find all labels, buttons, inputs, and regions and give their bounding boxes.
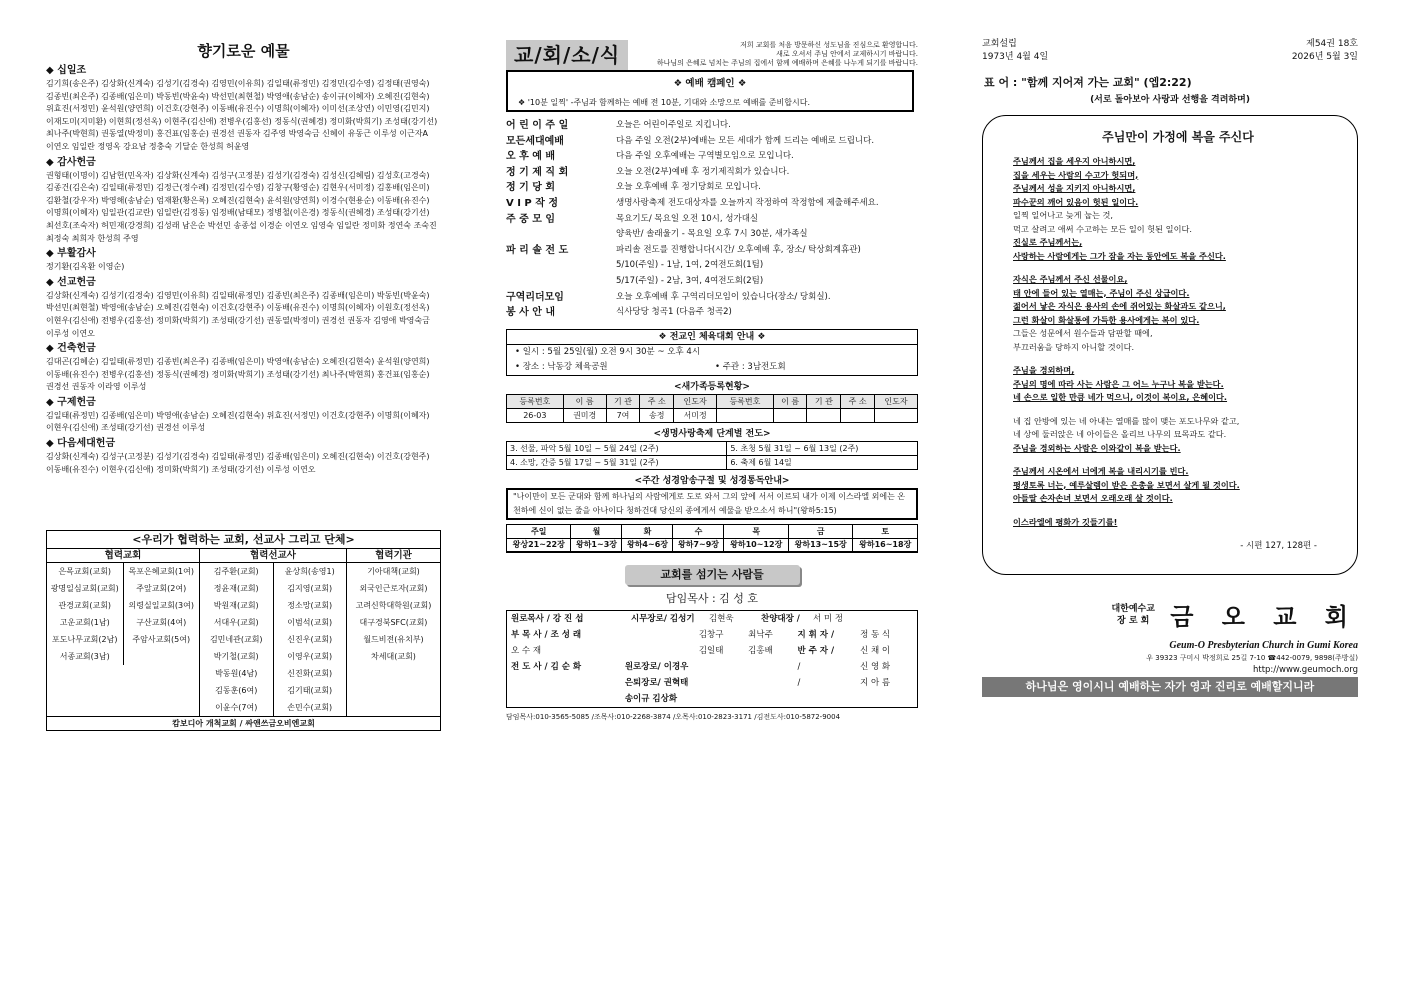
reading-table — [506, 524, 918, 554]
motto-sub: (서로 돌아보아 사랑과 선행을 격려하며) — [1090, 95, 1250, 105]
offering-section — [46, 437, 441, 476]
partner-item: 김지영(교회) — [287, 584, 333, 593]
scripture-line: 파수꾼의 깨어 있음이 헛된 일이다. — [1013, 196, 1139, 207]
staff-cell — [625, 627, 699, 643]
partner-item: 정윤재(교회) — [213, 584, 259, 593]
reading-day: 수 — [673, 524, 724, 538]
partner-item: 김기태(교회) — [287, 686, 333, 695]
offering-section-head: ◆ 건축헌금 — [46, 343, 96, 355]
reading-day: 목 — [724, 524, 788, 538]
news-item — [506, 305, 918, 321]
scripture-line: 네 집 안방에 있는 네 아내는 열매를 많이 맺는 포도나무와 같고, — [1013, 415, 1240, 426]
memory-verse: "나이만이 모든 군대와 함께 하나님의 사람에게로 도로 와서 그의 앞에 서서 이르되 내가 이제 이스라엘 외에는 온 천하에 신이 없는 줄을 아나이다 청하건대 당신의 종에게서 예물을 받으소서 하니"(왕하5:15) — [506, 488, 918, 520]
staff-cell: 시무장로/ 김성기 — [631, 614, 695, 625]
stage-3: 3. 선물, 파악 5월 10일 ~ 5월 24일 (2주) — [507, 441, 727, 455]
news-key — [506, 134, 616, 150]
partners-title: <우리가 협력하는 교회, 선교사 그리고 단체> — [47, 531, 440, 549]
newcomer-head-cell: 이 름 — [563, 394, 606, 408]
news-item — [506, 196, 918, 212]
partner-item: 기아대책(교회) — [367, 567, 420, 576]
offering-section-head: ◆ 십일조 — [46, 65, 87, 76]
scripture-line: 사랑하는 사람에게는 그가 잠을 자는 동안에도 복을 주신다. — [1013, 250, 1226, 261]
sports-host: • 주관 : 3남전도회 — [715, 361, 786, 372]
news-key-text: 파 리 솔 전 도 — [506, 244, 569, 256]
staff-cell: / — [797, 662, 801, 673]
reading-day: 주일 — [507, 524, 571, 538]
staff-row — [507, 611, 917, 627]
news-text: 목요기도/ 목요일 오전 10시, 성가대실 — [616, 213, 759, 224]
news-key-text: 정 기 당 회 — [506, 182, 556, 194]
phone-list: 담임목사:010-3565-5085 /조목사:010-2268-3874 /오목사:010-2823-3171 /김전도사:010-5872-9004 — [506, 713, 841, 722]
news-text: 파리솔 전도를 진행합니다(시간/ 오후예배 후, 장소/ 탁상회계휴관) — [616, 244, 861, 255]
staff-row — [507, 627, 917, 643]
partner-item: 신진화(교회) — [287, 669, 333, 678]
news-text: 오늘 오전(2부)예배 후 정기제직회가 있습니다. — [616, 166, 790, 177]
staff-cell: 원로장로/ 이경우 — [624, 662, 689, 673]
partner-item: 주앞교회(2여) — [136, 584, 187, 593]
welcome-line: 새로 오셔서 주님 안에서 교제하시기 바랍니다. — [776, 50, 918, 58]
scripture-line: 먹고 살려고 애써 수고하는 모든 일이 헛된 일이다. — [1013, 223, 1193, 234]
staff-cell: 신 채 이 — [860, 646, 891, 657]
stage-5: 5. 초청 5월 31일 ~ 6월 13일 (2주) — [727, 441, 918, 455]
news-key-text: 어 린 이 주 일 — [506, 120, 569, 131]
church-name: 금 오 교 회 — [1170, 603, 1358, 631]
news-text: 다음 주일 오전(2부)예배는 모든 세대가 함께 드리는 예배로 드립니다. — [616, 135, 875, 146]
scripture-line: 네 상에 둘러앉은 네 아이들은 올리브 나무의 묘목과도 같다. — [1013, 429, 1227, 439]
partner-item: 대구경북SFC(교회) — [359, 618, 428, 627]
partner-item: 차세대(교회) — [371, 652, 416, 661]
news-text: 5/17(주일) - 2남, 3여, 4여전도회(2팀) — [616, 275, 764, 286]
scripture-line: 평생토록 너는, 예루살렘이 받은 은총을 보면서 살게 될 것이다. — [1013, 479, 1240, 490]
welcome-note — [628, 40, 918, 68]
staff-cell: 김일태 — [698, 646, 724, 657]
newcomer-head-cell: 등록번호 — [507, 394, 564, 408]
news-value — [616, 134, 918, 150]
offering-section-head: ◆ 부활감사 — [46, 248, 96, 260]
staff-row — [507, 659, 917, 675]
scripture-line: 네 손으로 일한 만큼 네가 먹으니, 이것이 복이요, 은혜이다. — [1013, 392, 1228, 402]
scripture-ref: - 시편 127, 128편 - — [1240, 541, 1317, 551]
partner-item: 의령실일교회(3여) — [128, 601, 194, 610]
partner-churches — [47, 549, 200, 716]
staff-cell: 오 수 재 — [511, 646, 542, 657]
reading-cell: 왕하10~12장 — [724, 538, 788, 552]
campaign-title: ❖ 예배 캠페인 ❖ — [673, 78, 747, 89]
partner-item: 은목교회(교회) — [58, 567, 112, 576]
news-value — [616, 212, 918, 243]
staff-cell: 찬양대장 / — [761, 614, 800, 625]
partner-item: 김동훈(6여) — [215, 686, 258, 695]
staff-cell — [511, 675, 625, 707]
news-key — [506, 305, 616, 321]
scripture-stanza — [1013, 516, 1343, 530]
scripture-line: 주님께서 집을 세우지 아니하시면, — [1013, 156, 1136, 166]
partner-item: 구산교회(4여) — [136, 618, 187, 627]
scripture-title: 주님만이 가정에 복을 주신다 — [1102, 130, 1254, 144]
scripture-stanza — [1013, 155, 1343, 263]
motto: 표 어 : "함께 지어져 가는 교회" (엡2:22) — [984, 76, 1192, 89]
issue-date: 2026년 5월 3일 — [1291, 52, 1358, 62]
scripture-line: 주님을 경외하는 사람은 이와같이 복을 받는다. — [1013, 442, 1181, 453]
bottom-verse: 하나님은 영이시니 예배하는 자가 영과 진리로 예배할지니라 — [982, 677, 1358, 697]
partner-missionaries-head: 협력선교사 — [200, 549, 346, 563]
news-item — [506, 149, 918, 165]
news-banner: 교/회/소/식 — [506, 40, 628, 70]
news-text: 오늘 오후예배 후 정기당회로 모입니다. — [616, 182, 761, 193]
partner-item: 고운교회(1남) — [59, 618, 110, 627]
est-date: 1973년 4월 4일 — [982, 52, 1049, 62]
scripture-line: 아들딸 손자손녀 보면서 오래오래 살 것이다. — [1013, 493, 1173, 503]
church-address: 우 39323 구미시 박정희로 25길 7-10 ☎442-0079, 9898(주방실) — [1146, 654, 1358, 662]
offering-section — [46, 396, 441, 435]
news-value — [616, 165, 918, 181]
partner-churches-head: 협력교회 — [47, 549, 199, 563]
news-key — [506, 118, 616, 134]
partner-item: 이영우(교회) — [287, 652, 333, 661]
newcomer-head-cell: 인도자 — [674, 394, 717, 408]
staff-cell: 신 영 화 — [860, 662, 891, 673]
staff-cell: 은퇴장로/ 권혁태 송이규 김상화 — [624, 678, 689, 705]
news-value — [616, 118, 918, 134]
news-key — [506, 212, 616, 243]
volume: 제54권 18호 — [1306, 39, 1358, 49]
scripture-line: 젊어서 낳은 자식은 용사의 손에 쥐어있는 화살과도 같으니, — [1013, 301, 1226, 311]
partner-item: 외국인근로자(교회) — [359, 584, 428, 593]
staff-cell: / — [797, 678, 801, 689]
scripture-line: 주님께서 시온에서 너에게 복을 내리시기를 빈다. — [1013, 466, 1189, 476]
news-value — [616, 196, 918, 212]
reading-day: 월 — [571, 524, 622, 538]
est-label: 교회설립 — [982, 39, 1017, 49]
newcomer-head-cell: 기 관 — [606, 394, 640, 408]
partners-footer: 캄보디아 개척교회 / 싸앤쓰금오비엔교회 — [47, 716, 440, 730]
news-value — [616, 149, 918, 165]
sports-title: ❖ 전교인 체육대회 안내 ❖ — [507, 330, 917, 345]
partner-missionaries — [200, 549, 347, 716]
partner-item: 관경교회(교회) — [58, 601, 112, 610]
news-text: 생명사랑축제 전도대상자를 오늘까지 작정하여 작정함에 제출해주세요. — [616, 197, 879, 208]
partner-item: 신진우(교회) — [287, 635, 333, 644]
scripture-line: 이스라엘에 평화가 깃들기를! — [1013, 516, 1118, 527]
offering-section — [46, 156, 441, 246]
news-key-text: 모든세대예배 — [506, 135, 564, 147]
sports-date: • 일시 : 5월 25일(월) 오전 9시 30분 ~ 오후 4시 — [515, 346, 701, 357]
scripture-line: 일찍 일어나고 늦게 눕는 것, — [1013, 210, 1114, 220]
scripture-line: 부끄러움을 당하지 아니할 것이다. — [1013, 341, 1135, 352]
news-text: 양육반/ 솔래울기 - 목요일 오후 7시 30분, 새가족실 — [616, 229, 808, 240]
partner-item: 윤상희(송영1) — [284, 567, 335, 576]
newcomer-table — [506, 394, 918, 423]
staff-box — [506, 610, 918, 708]
staff-cell — [699, 659, 748, 675]
news-key — [506, 180, 616, 196]
newcomer-cell: 7여 — [606, 408, 640, 422]
reading-cell: 왕하16~18장 — [853, 538, 918, 552]
scripture-line: 태 안에 들어 있는 열매는, 주님이 주신 상급이다. — [1013, 287, 1190, 298]
scripture-line: 집을 세우는 사람의 수고가 헛되며, — [1013, 169, 1139, 180]
news-item — [506, 165, 918, 181]
scripture-line: 주님을 경외하며, — [1013, 365, 1075, 375]
staff-cell — [748, 659, 797, 675]
news-key-text: 주 중 모 임 — [506, 213, 556, 225]
scripture-line: 자식은 주님께서 주신 선물이요, — [1013, 274, 1128, 284]
stage-title: <생명사랑축제 단계별 전도> — [653, 428, 771, 439]
newcomer-cell — [773, 408, 807, 422]
offering-section-head: ◆ 다음세대헌금 — [46, 438, 116, 450]
cover-column — [982, 38, 1358, 697]
news-value — [616, 180, 918, 196]
news-text: 오늘 오후예배 후 구역리더모임이 있습니다(장소/ 당회실). — [616, 291, 831, 302]
scripture-line: 주님의 명에 따라 사는 사람은 그 어느 누구나 복을 받는다. — [1013, 378, 1224, 389]
scripture-box — [982, 115, 1358, 575]
partner-item: 서대우(교회) — [213, 618, 259, 627]
news-item — [506, 180, 918, 196]
staff-cell: 서 미 정 — [813, 614, 844, 625]
news-value — [616, 290, 918, 306]
newcomer-cell: 26-03 — [507, 408, 564, 422]
news-item — [506, 212, 918, 243]
newcomer-head-cell: 인도자 — [874, 394, 917, 408]
reading-cell: 왕하1~3장 — [571, 538, 622, 552]
partner-item: 김민네관(교회) — [209, 635, 263, 644]
newcomer-head-cell: 이 름 — [773, 394, 807, 408]
news-column — [506, 40, 918, 722]
offering-section — [46, 342, 441, 394]
partner-item: 고려신학대학원(교회) — [355, 601, 432, 610]
offering-section — [46, 276, 441, 340]
partner-item: 월드비전(유치부) — [363, 635, 424, 644]
newcomer-head-cell: 주 소 — [640, 394, 674, 408]
sports-box — [506, 329, 918, 376]
staff-cell — [748, 675, 797, 707]
newcomer-title: <새가족등록현황> — [674, 381, 750, 392]
news-key-text: 구역리더모임 — [506, 291, 564, 303]
partner-item: 손민수(교회) — [287, 703, 333, 712]
newcomer-head-cell: 주 소 — [841, 394, 875, 408]
partner-orgs — [347, 549, 440, 716]
bible-title: <주간 성경암송구절 및 성경통독안내> — [634, 475, 790, 486]
stage-4: 4. 소망, 간증 5월 17일 ~ 5월 31일 (2주) — [507, 455, 727, 469]
offering-section-head: ◆ 선교헌금 — [46, 276, 96, 288]
scripture-stanza — [1013, 465, 1343, 506]
scripture-line: 그들은 성문에서 원수들과 담판할 때에, — [1013, 328, 1153, 338]
offering-section-head: ◆ 구제헌금 — [46, 396, 96, 408]
news-text: 5/10(주일) - 1남, 1여, 2여전도회(1팀) — [616, 260, 764, 271]
partner-item: 이윤수(7여) — [215, 703, 258, 712]
scripture-line: 그런 화살이 화살통에 가득한 용사에게는 복이 있다. — [1013, 314, 1200, 325]
staff-cell: 원로목사 / 강 진 섭 — [511, 614, 584, 625]
partner-item: 주암사교회(5여) — [132, 635, 191, 644]
news-text: 오늘은 어린이주일로 지킵니다. — [616, 120, 731, 130]
partner-item: 박동원(4남) — [215, 669, 258, 678]
staff-cell: 지 아 름 — [860, 678, 891, 689]
offerings-title: 향기로운 예물 — [197, 42, 290, 60]
newcomer-head-cell: 등록번호 — [717, 394, 774, 408]
scripture-stanza — [1013, 415, 1343, 456]
news-key — [506, 165, 616, 181]
news-key — [506, 196, 616, 212]
stage-6: 6. 축제 6월 14일 — [727, 455, 918, 469]
offering-names: 김상화(신계숙) 김성기(김경숙) 김영민(이유희) 김일태(류정민) 김종빈(최은주) 김종배(임은미) 박동빈(박윤숙) 박선민(최현철) 박영애(송남순) 오혜진(김현숙) 이건호(강현주) 이동배(유진수) 이명희(이혜자) 이원호(정선옥) 이현우(김신애) 전병우(김홍선) 정미화(박희기) 조성태(강기선) 권동열(박정미) 권경선 권동자 김영애 박영숙금 이루성 이연오 — [46, 290, 430, 338]
newcomer-cell: 송정 — [640, 408, 674, 422]
news-text: 식사당당 청곡1 (다음주 청곡2) — [616, 307, 732, 318]
news-text: 다음 주일 오후예배는 구역별모임으로 모입니다. — [616, 151, 794, 162]
offering-sections — [46, 64, 441, 476]
reading-cell: 왕상21~22장 — [507, 538, 571, 552]
staff-cell: 김현욱 — [709, 614, 734, 625]
news-value — [616, 243, 918, 290]
partners-box — [46, 530, 441, 731]
newcomer-cell — [807, 408, 841, 422]
newcomer-cell — [841, 408, 875, 422]
reading-cell: 왕하7~9장 — [673, 538, 724, 552]
offering-names: 권형태(이명이) 김남헌(민옥자) 김상화(신계숙) 김성구(고정분) 김성기(김경숙) 김성신(김혜림) 김성호(고경숙) 김종건(김은숙) 김일태(류정민) 김정근(정수례) 김정민(김수영) 김창구(황영순) 김현우(서미정) 김홍배(임은미) 김환철(강우자) 박영해(송남순) 엄재환(황은록) 오혜진(김현숙) 윤석원(양연희) 이경수(현용순) 이동배(유진수) 이명희(이혜자) 임일관(김교란) 임일란(김정동) 임정배(남태모) 정병철(이은경) 정동식(권혜경) 조성태(강기선) 최선호(조숙자) 허민재(강경희) 김성래 남은순 박선민 송종섭 이경순 이연오 임영숙 임일란 정미화 정연숙 조숙진 최정숙 최희자 한성희 주영 — [46, 170, 437, 243]
newcomer-head-cell: 기 관 — [807, 394, 841, 408]
scripture-stanza — [1013, 364, 1343, 405]
partner-item: 박기철(교회) — [213, 652, 259, 661]
news-key-text: V I P 작 정 — [506, 197, 559, 209]
staff-cell — [699, 675, 748, 707]
news-item — [506, 118, 918, 134]
newcomer-cell: 서미정 — [674, 408, 717, 422]
news-key — [506, 149, 616, 165]
news-key — [506, 243, 616, 290]
scripture-stanza — [1013, 273, 1343, 354]
staff-row — [507, 643, 917, 659]
staff-cell: 반 주 자 / — [797, 646, 835, 657]
reading-day: 화 — [622, 524, 673, 538]
staff-cell — [625, 643, 699, 659]
reading-day: 금 — [788, 524, 852, 538]
staff-cell: 김홍배 — [748, 646, 773, 657]
welcome-line: 저희 교회를 처음 방문하신 성도님을 진심으로 환영합니다. — [740, 41, 918, 49]
reading-day: 토 — [853, 524, 918, 538]
news-value — [616, 305, 918, 321]
stage-table — [506, 441, 918, 470]
partner-item: 김주환(교회) — [213, 567, 259, 576]
staff-cell: 지 휘 자 / — [797, 630, 835, 641]
denomination: 대한예수교 장 로 회 — [1111, 603, 1155, 626]
partner-item: 포도나무교회(2남) — [52, 635, 118, 644]
offering-section — [46, 64, 441, 154]
staff-cell: 전 도 사 / 김 순 화 — [511, 662, 582, 673]
reading-cell: 왕하13~15장 — [788, 538, 852, 552]
offering-names: 정기환(김옥환 이영순) — [46, 262, 125, 272]
partner-item: 목포은혜교회(1여) — [128, 567, 194, 576]
offering-names: 김기희(송은주) 김상화(신계숙) 김성기(김경숙) 김영민(이유희) 김일태(류정민) 김정민(김수영) 김정태(권영숙) 김종빈(최은주) 김종배(임은미) 박동빈(박윤숙) 박선민(최현철) 박영애(송남순) 송이규(이혜자) 오혜진(김현숙) 위효진(서정민) 윤석원(양연희) 이건호(강현주) 이동배(유진수) 이명희(이혜자) 이미선(조상연) 이민영(김민지) 이재도미(지미환) 이현희(정선옥) 이현주(김신애) 전병우(김홍선) 정동식(권혜경) 정미화(박희기) 조성태(강기선) 최나주(박현희) 권동열(박정미) 홍건표(임홍순) 권경선 권동자 김주영 박영숙금 신혜이 유동근 이루성 이근자A 이연오 임일란 정영옥 강요남 정충숙 기달순 한성희 허윤영 — [46, 79, 438, 151]
offering-names: 김일태(류정민) 김종배(임은미) 박영애(송남순) 오혜진(김현숙) 위효진(서정민) 이건호(강현주) 이명희(이혜자) 이현우(김신애) 조성태(강기선) 권경선 이루성 — [46, 410, 430, 433]
partner-item: 정소망(교회) — [287, 601, 333, 610]
welcome-line: 하나님의 은혜로 넘치는 주님의 집에서 함께 예배하며 은혜를 나누게 되기를 바랍니다. — [656, 59, 918, 67]
campaign-text: ❖ '10분 일찍' -주님과 함께하는 예배 전 10분, 기대와 소망으로 예배를 준비합시다. — [518, 98, 810, 107]
staff-cell: 부 목 사 / 조 성 래 — [511, 630, 582, 641]
newcomer-cell — [874, 408, 917, 422]
serve-title: 교회를 섬기는 사람들 — [625, 565, 800, 585]
news-list — [506, 118, 918, 321]
church-english-name: Geum-O Presbyterian Church in Gumi Korea — [1169, 640, 1358, 651]
news-item — [506, 290, 918, 306]
newcomer-cell: 권미경 — [563, 408, 606, 422]
scripture-line: 진실로 주님께서는, — [1013, 237, 1083, 247]
news-key-text: 봉 사 안 내 — [506, 307, 556, 319]
partner-item: 광명일심교회(교회) — [50, 584, 119, 593]
offering-names: 김상화(신계숙) 김성구(고정분) 김성기(김경숙) 김일태(류정민) 김종배(임은미) 오혜진(김현숙) 이건호(강현주) 이동배(유진수) 이현우(김신애) 정미화(박희기) 조성태(강기선) 이루성 이연오 — [46, 452, 430, 474]
scripture-line: 주님께서 성을 지키지 아니하시면, — [1013, 183, 1136, 193]
partner-item: 서종교회(3남) — [59, 652, 110, 661]
staff-cell: 정 동 식 — [860, 630, 891, 641]
offering-names: 김대곤(김혜순) 김일태(류정민) 김종빈(최은주) 김종배(임은미) 박영애(송남순) 오혜진(김현숙) 윤석원(양연희) 이동배(유진수) 전병우(김홍선) 정동식(권혜경) 정미화(박희기) 조성태(강기선) 최나주(박현희) 홍건표(임홍순) 권경선 권동자 이라영 이루성 — [46, 357, 430, 392]
partner-item: 박원재(교회) — [213, 601, 259, 610]
reading-cell: 왕하4~6장 — [622, 538, 673, 552]
offering-section-head: ◆ 감사헌금 — [46, 156, 96, 168]
church-url[interactable]: http://www.geumoch.org — [1252, 665, 1358, 675]
news-item — [506, 243, 918, 290]
offering-section — [46, 247, 441, 274]
staff-cell: 최낙주 — [748, 630, 773, 641]
partner-item: 이범석(교회) — [287, 618, 333, 627]
campaign-box — [506, 70, 914, 112]
news-item — [506, 134, 918, 150]
senior-pastor: 담임목사 : 김 성 호 — [665, 592, 759, 606]
newcomer-cell — [717, 408, 774, 422]
news-key-text: 오 후 예 배 — [506, 151, 556, 163]
partner-orgs-head: 협력기관 — [347, 549, 440, 563]
news-key-text: 정 기 제 직 회 — [506, 166, 569, 178]
news-key — [506, 290, 616, 306]
sports-place: • 장소 : 낙동강 체육공원 — [515, 361, 608, 372]
offerings-column — [46, 40, 441, 728]
staff-row — [507, 675, 917, 707]
staff-cell: 김창구 — [698, 630, 724, 641]
